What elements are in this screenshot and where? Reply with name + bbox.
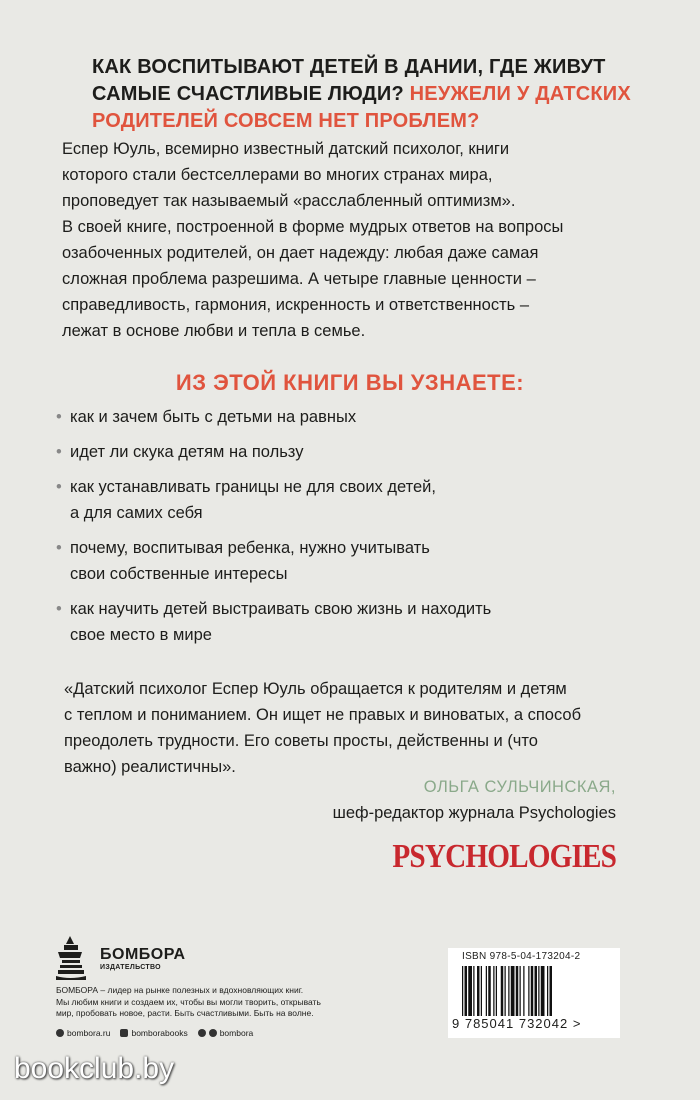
bullet-dot-icon: • — [56, 408, 62, 426]
barcode-bar — [541, 966, 545, 1016]
author-name: ОЛЬГА СУЛЬЧИНСКАЯ, — [423, 778, 616, 796]
bullet-line: как научить детей выстраивать свою жизнь и находить — [70, 600, 492, 618]
bullet-line: свое место в мире — [70, 626, 212, 644]
bullet-item — [56, 474, 636, 526]
intro-line: справедливость, гармония, искренность и ответственность – — [62, 296, 530, 314]
publisher-desc-line: мир, пробовать новое, расти. Быть счастливыми. Быть на волне. — [56, 1008, 314, 1018]
bullet-dot-icon: • — [56, 478, 62, 496]
author-title: шеф-редактор журнала Psychologies — [332, 804, 616, 822]
intro-line: сложная проблема разрешима. А четыре главные ценности – — [62, 270, 536, 288]
barcode-bar — [486, 966, 487, 1016]
isbn-barcode-block — [448, 948, 620, 1038]
globe-icon — [56, 1029, 64, 1037]
bullet-list — [56, 404, 636, 657]
vk-icon — [120, 1029, 128, 1037]
testimonial-quote — [64, 676, 624, 780]
bullet-line: идет ли скука детям на пользу — [70, 443, 304, 461]
intro-line: озабоченных родителей, он дает надежду: любая даже самая — [62, 244, 539, 262]
barcode-bar — [523, 966, 524, 1016]
social-label: bombora.ru — [67, 1028, 111, 1038]
bullet-dot-icon: • — [56, 600, 62, 618]
headline — [92, 54, 652, 135]
bullet-dot-icon: • — [56, 443, 62, 461]
barcode-bar — [468, 966, 472, 1016]
barcode-bar — [505, 966, 506, 1016]
publisher-desc-line: БОМБОРА – лидер на рынке полезных и вдохновляющих книг. — [56, 985, 304, 995]
telegram-icon — [198, 1029, 206, 1037]
barcode-bar — [462, 966, 463, 1016]
intro-line: которого стали бестселлерами во многих странах мира, — [62, 166, 493, 184]
bullet-item — [56, 404, 636, 430]
barcode-bar — [547, 966, 548, 1016]
intro-line: лежат в основе любви и тепла в семье. — [62, 322, 366, 340]
barcode-bar — [531, 966, 534, 1016]
barcode-bar — [538, 966, 539, 1016]
social-telegram[interactable] — [198, 1028, 254, 1038]
barcode-bar — [550, 966, 553, 1016]
barcode-bar — [496, 966, 497, 1016]
bullet-line: а для самих себя — [70, 504, 203, 522]
quote-line: «Датский психолог Еспер Юуль обращается к родителям и детям — [64, 680, 567, 698]
barcode-bar — [481, 966, 482, 1016]
barcode-bar — [473, 966, 474, 1016]
section-title: ИЗ ЭТОЙ КНИГИ ВЫ УЗНАЕТЕ: — [175, 370, 525, 395]
barcode-bar — [493, 966, 494, 1016]
psychologies-logo: PSYCHOLOGIES — [392, 838, 616, 875]
publisher-name: БОМБОРА — [100, 945, 186, 963]
barcode-bar — [535, 966, 538, 1016]
site-watermark: bookclub.by — [14, 1052, 175, 1085]
bullet-dot-icon: • — [56, 539, 62, 557]
barcode-bar — [520, 966, 521, 1016]
social-label: bomborabooks — [131, 1028, 188, 1038]
barcode-bar — [477, 966, 480, 1016]
barcode-bar — [501, 966, 504, 1016]
publisher-description — [56, 985, 386, 1020]
quote-line: с теплом и пониманием. Он ищет не правых и виноватых, а способ — [64, 706, 582, 724]
intro-line: проповедует так называемый «расслабленный оптимизм». — [62, 192, 516, 210]
barcode-graphic — [462, 966, 610, 1022]
barcode-bar — [528, 966, 529, 1016]
bullet-item — [56, 596, 636, 648]
headline-part1: КАК ВОСПИТЫВАЮТ ДЕТЕЙ В ДАНИИ, ГДЕ ЖИВУТ САМЫЕ СЧАСТЛИВЫЕ ЛЮДИ? — [92, 56, 606, 105]
social-vk[interactable] — [120, 1028, 187, 1038]
publisher-logo — [56, 934, 186, 982]
bullet-line: как устанавливать границы не для своих детей, — [70, 478, 436, 496]
bullet-line: как и зачем быть с детьми на равных — [70, 408, 357, 426]
isbn-label: ISBN 978-5-04-173204-2 — [462, 951, 581, 962]
bullet-line: почему, воспитывая ребенка, нужно учитывать — [70, 539, 430, 557]
bullet-item — [56, 439, 636, 465]
intro-paragraph — [62, 136, 622, 344]
headline-part2: НЕУЖЕЛИ У ДАТСКИХ РОДИТЕЛЕЙ СОВСЕМ НЕТ ПРОБЛЕМ? — [92, 83, 631, 132]
quote-line: важно) реалистичны». — [64, 758, 236, 776]
intro-line: В своей книге, построенной в форме мудрых ответов на вопросы — [62, 218, 564, 236]
social-label: bombora — [219, 1028, 254, 1038]
youtube-icon — [209, 1029, 217, 1037]
publisher-desc-line: Мы любим книги и создаем их, чтобы вы могли творить, открывать — [56, 996, 321, 1007]
barcode-bar — [516, 966, 519, 1016]
barcode-bar — [508, 966, 509, 1016]
barcode-bar — [488, 966, 491, 1016]
bombora-emblem-icon — [56, 934, 96, 982]
bullet-item — [56, 535, 636, 587]
barcode-digits: 9 785041 732042 > — [452, 1016, 582, 1031]
publisher-socials — [56, 1028, 253, 1038]
barcode-bar — [511, 966, 515, 1016]
intro-line: Еспер Юуль, всемирно известный датский психолог, книги — [62, 140, 510, 158]
publisher-sub: ИЗДАТЕЛЬСТВО — [100, 963, 161, 971]
barcode-bar — [465, 966, 468, 1016]
social-website[interactable] — [56, 1028, 110, 1038]
quote-line: преодолеть трудности. Его советы просты, действенны и (что — [64, 732, 538, 750]
bullet-line: свои собственные интересы — [70, 565, 288, 583]
quote-author — [333, 774, 616, 826]
